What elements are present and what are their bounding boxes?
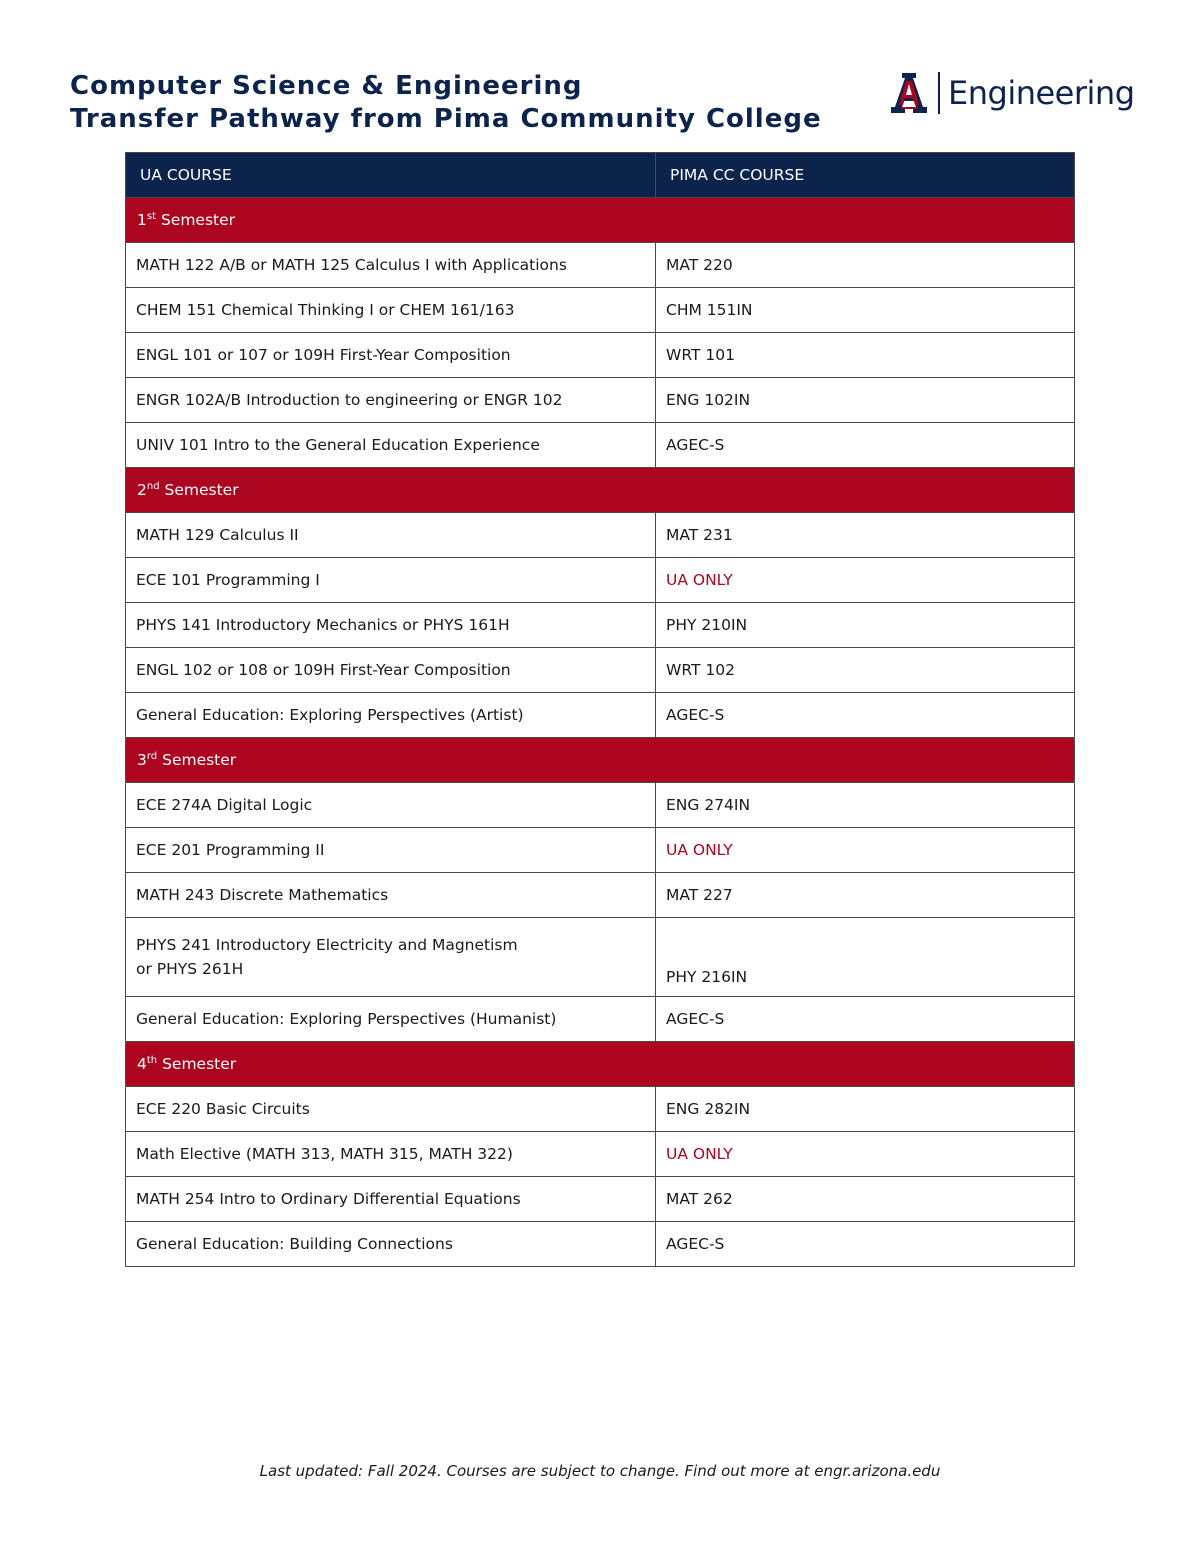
course-row <box>126 1177 1075 1222</box>
ua-course-cell <box>126 558 656 603</box>
ua-course-cell <box>126 243 656 288</box>
pima-course-cell: CHM 151IN <box>656 288 1075 333</box>
ua-course-text: MATH 243 Discrete Mathematics <box>136 886 389 904</box>
ua-course-text: General Education: Exploring Perspectives (Humanist) <box>136 1010 557 1028</box>
pima-course-cell: WRT 102 <box>656 648 1075 693</box>
course-row <box>126 873 1075 918</box>
semester-header-row <box>126 198 1075 243</box>
course-row <box>126 783 1075 828</box>
pima-course-cell: PHY 210IN <box>656 603 1075 648</box>
ua-only-badge: UA ONLY <box>656 828 1075 873</box>
ua-course-cell <box>126 828 656 873</box>
ua-engineering-logo <box>886 70 1135 116</box>
course-row <box>126 1132 1075 1177</box>
semester-title <box>126 198 1075 243</box>
ua-course-text: Math Elective (MATH 313, MATH 315, MATH 322) <box>136 1145 513 1163</box>
course-row <box>126 1087 1075 1132</box>
pima-course-cell: MAT 227 <box>656 873 1075 918</box>
ua-course-text: ECE 274A Digital Logic <box>136 796 313 814</box>
semester-title <box>126 468 1075 513</box>
block-a-logo-icon <box>886 71 932 115</box>
ua-course-text: ENGR 102A/B Introduction to engineering or ENGR 102 <box>136 391 563 409</box>
ua-course-cell <box>126 1222 656 1267</box>
ua-course-cell <box>126 1132 656 1177</box>
ua-course-cell <box>126 997 656 1042</box>
course-row <box>126 423 1075 468</box>
ua-course-cell <box>126 423 656 468</box>
pima-course-cell: ENG 274IN <box>656 783 1075 828</box>
semester-number: 3 <box>137 751 147 770</box>
pima-course-cell: AGEC-S <box>656 693 1075 738</box>
pima-course-cell: MAT 220 <box>656 243 1075 288</box>
pima-course-cell: AGEC-S <box>656 1222 1075 1267</box>
ua-only-badge: UA ONLY <box>656 1132 1075 1177</box>
ua-course-cell <box>126 693 656 738</box>
ua-course-text: UNIV 101 Intro to the General Education Experience <box>136 436 540 454</box>
course-row <box>126 558 1075 603</box>
ua-course-text: PHYS 141 Introductory Mechanics or PHYS 161H <box>136 616 510 634</box>
semester-header-row <box>126 1042 1075 1087</box>
ua-course-text-line-2: or PHYS 261H <box>136 960 244 978</box>
semester-title <box>126 738 1075 783</box>
course-row <box>126 693 1075 738</box>
ua-course-cell <box>126 1087 656 1132</box>
semester-ordinal-suffix: nd <box>146 480 160 492</box>
ua-course-cell <box>126 333 656 378</box>
ua-course-cell <box>126 513 656 558</box>
ua-course-text: MATH 122 A/B or MATH 125 Calculus I with Applications <box>136 256 567 274</box>
semester-ordinal-suffix: st <box>146 210 157 222</box>
course-row <box>126 918 1075 997</box>
ua-course-text: MATH 254 Intro to Ordinary Differential Equations <box>136 1190 521 1208</box>
semester-header-row <box>126 738 1075 783</box>
pima-course-cell: AGEC-S <box>656 997 1075 1042</box>
ua-course-text: CHEM 151 Chemical Thinking I or CHEM 161/163 <box>136 301 515 319</box>
pima-course-cell: ENG 282IN <box>656 1087 1075 1132</box>
course-row <box>126 288 1075 333</box>
ua-course-header: UA COURSE <box>126 153 656 198</box>
logo-divider <box>938 72 940 114</box>
pima-course-cell: MAT 262 <box>656 1177 1075 1222</box>
semester-number: 2 <box>137 481 147 500</box>
pima-course-cell: ENG 102IN <box>656 378 1075 423</box>
title-line-2: Transfer Pathway from Pima Community College <box>70 104 822 134</box>
course-row <box>126 378 1075 423</box>
ua-course-text: ENGL 102 or 108 or 109H First-Year Composition <box>136 661 511 679</box>
ua-course-cell <box>126 1177 656 1222</box>
semester-title <box>126 1042 1075 1087</box>
ua-course-text: General Education: Exploring Perspectives (Artist) <box>136 706 524 724</box>
ua-course-text: ECE 201 Programming II <box>136 841 325 859</box>
semester-label: Semester <box>157 1055 237 1074</box>
semester-number: 4 <box>137 1055 147 1074</box>
pima-course-cell: PHY 216IN <box>656 918 1075 997</box>
course-row <box>126 243 1075 288</box>
course-row <box>126 1222 1075 1267</box>
course-row <box>126 333 1075 378</box>
title-line-1: Computer Science & Engineering <box>70 71 583 101</box>
semester-header-row <box>126 468 1075 513</box>
ua-course-text: ECE 101 Programming I <box>136 571 320 589</box>
ua-course-text: ECE 220 Basic Circuits <box>136 1100 310 1118</box>
pima-course-cell: AGEC-S <box>656 423 1075 468</box>
semester-label: Semester <box>157 751 237 770</box>
ua-course-text: ENGL 101 or 107 or 109H First-Year Composition <box>136 346 511 364</box>
ua-course-cell <box>126 873 656 918</box>
page-title <box>70 70 822 136</box>
course-row <box>126 513 1075 558</box>
ua-course-text: PHYS 241 Introductory Electricity and Magnetism <box>136 936 518 954</box>
footer-note: Last updated: Fall 2024. Courses are subject to change. Find out more at engr.arizona.edu <box>259 1462 941 1480</box>
semester-number: 1 <box>137 211 147 230</box>
semester-ordinal-suffix: th <box>146 1054 158 1066</box>
ua-course-text: MATH 129 Calculus II <box>136 526 299 544</box>
ua-course-cell <box>126 603 656 648</box>
ua-course-cell <box>126 378 656 423</box>
semester-label: Semester <box>159 481 239 500</box>
pima-course-cell: WRT 101 <box>656 333 1075 378</box>
course-row <box>126 648 1075 693</box>
ua-course-cell <box>126 918 656 997</box>
course-table <box>125 152 1075 1267</box>
course-row <box>126 828 1075 873</box>
table-body <box>126 198 1075 1267</box>
ua-course-cell <box>126 288 656 333</box>
ua-course-cell <box>126 783 656 828</box>
logo-wordmark: Engineering <box>948 74 1135 112</box>
course-row <box>126 603 1075 648</box>
course-row <box>126 997 1075 1042</box>
ua-course-cell <box>126 648 656 693</box>
table-header-row <box>126 153 1075 198</box>
semester-ordinal-suffix: rd <box>146 750 158 762</box>
ua-only-badge: UA ONLY <box>656 558 1075 603</box>
ua-course-text: General Education: Building Connections <box>136 1235 453 1253</box>
pima-course-cell: MAT 231 <box>656 513 1075 558</box>
semester-label: Semester <box>156 211 236 230</box>
pima-course-header: PIMA CC COURSE <box>656 153 1075 198</box>
